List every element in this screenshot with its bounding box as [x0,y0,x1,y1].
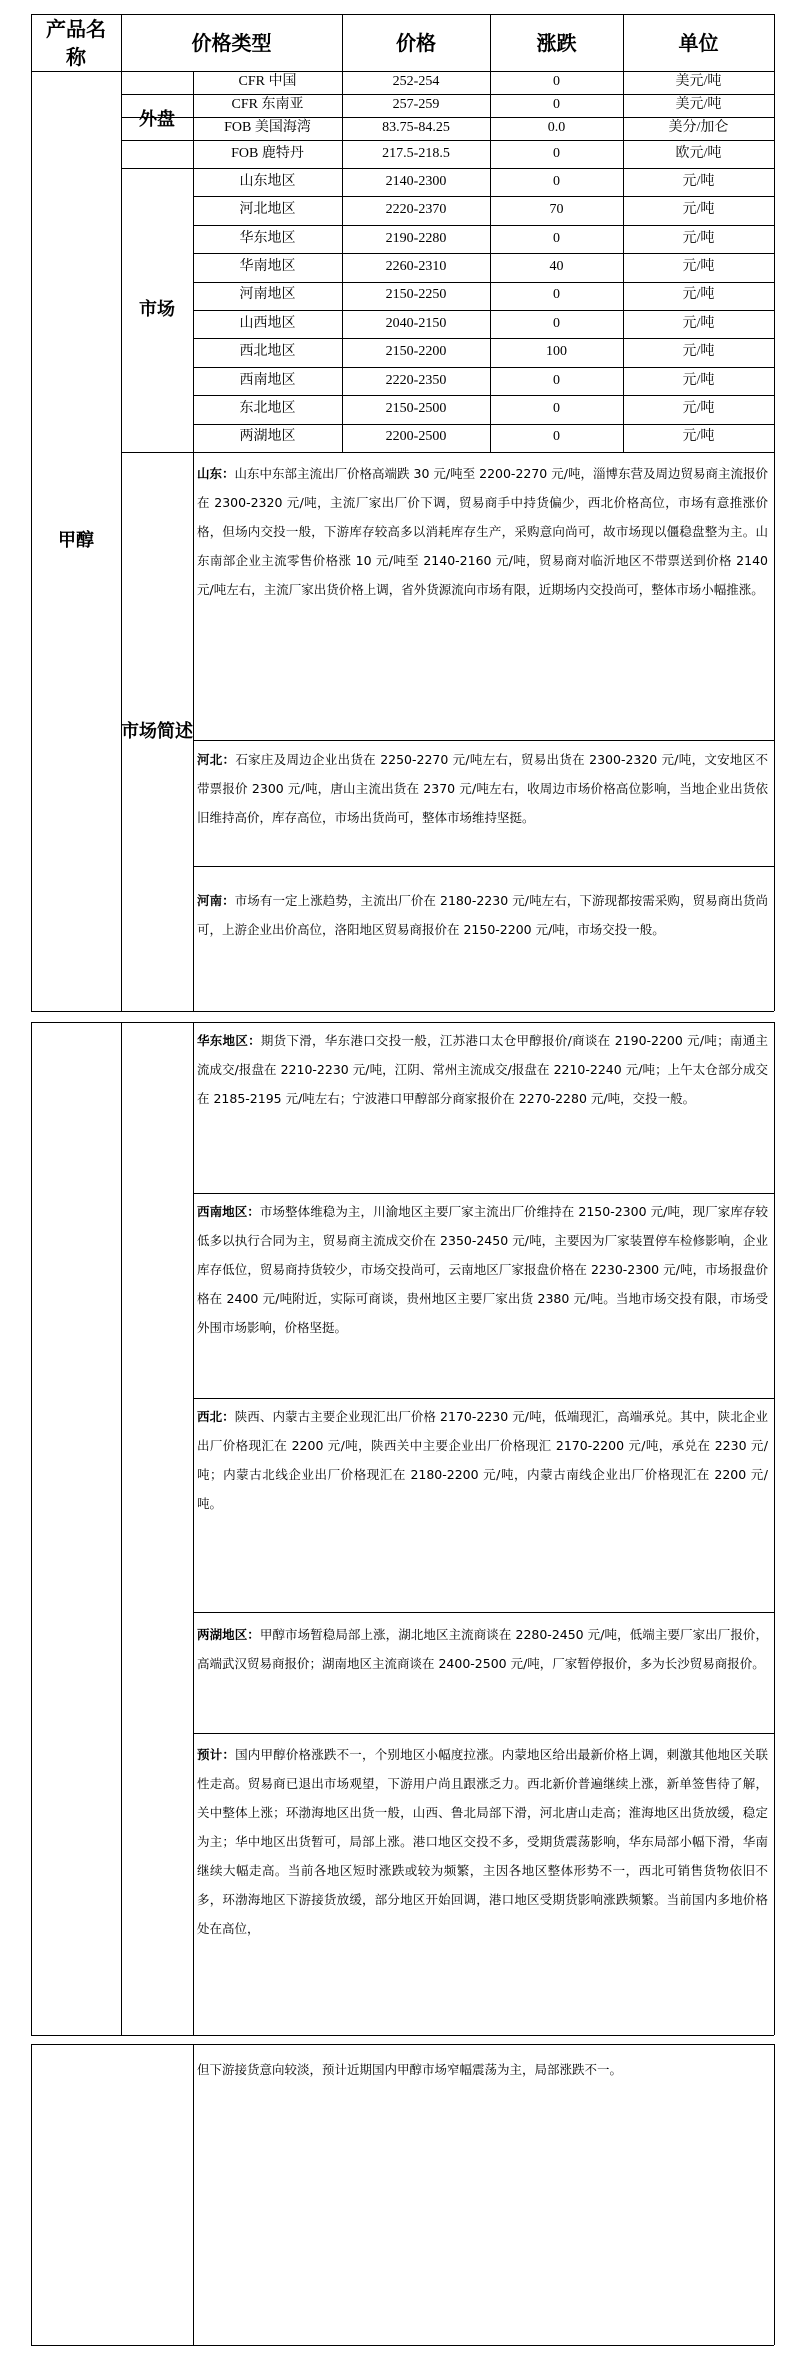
table-row-cell: 100 [546,344,567,360]
table-row-cell: 252-254 [392,74,440,90]
table-row-cell: 2150-2250 [385,287,447,303]
table-row-cell: 0 [553,429,560,445]
table-row-cell: 2220-2350 [385,372,447,388]
table-row-cell: 0 [553,287,560,303]
table-row-cell: 元/吨 [682,400,715,416]
table-row-cell: CFR 中国 [238,74,297,90]
table-row-cell: 40 [549,258,564,274]
table-row-cell: 217.5-218.5 [382,145,450,161]
header-change: 涨跌 [536,30,577,55]
table-row-cell: 2260-2310 [385,258,447,274]
group-brief: 市场简述 [121,720,193,742]
table-row-cell: 元/吨 [682,173,715,189]
table-row-cell: 美元/吨 [675,74,722,90]
table-row-cell: 欧元/吨 [675,145,722,161]
table-row-cell: 元/吨 [682,372,715,388]
table-row-cell: 0 [553,145,560,161]
table-row-cell: 山西地区 [239,315,296,331]
table-row-cell: 70 [549,202,564,218]
brief-forecast: 预计：国内甲醇价格涨跌不一，个别地区小幅度拉涨。内蒙地区给出最新价格上调，刺激其他地区关联性走高。贸易商已退出市场观望，下游用户尚且跟涨乏力。西北新价普遍继续上涨，新单签售待了解，关中整体上涨；环渤海地区出货一般，山西、鲁北局部下滑，河北唐山走高；淮海地区出货放缓，稳定为主；华中地区出货暂可，局部上涨。港口地区交投不多，受期货震荡影响，华东局部小幅下滑，华南继续大幅走高。当前各地区短时涨跌或较为频繁，主因各地区整体形势不一，西北可销售货物依旧不多，环渤海地区下游接货放缓，部分地区开始回调，港口地区受期货影响涨跌频繁。当前国内多地价格处在高位， [197,1747,768,1936]
brief-huadong: 华东地区：期货下滑，华东港口交投一般，江苏港口太仓甲醇报价/商谈在 2190-2200 元/吨；南通主流成交/报盘在 2210-2230 元/吨，江阴、常州主流成交/报盘在 2210-2240 元/吨；上午太仓部分成交在 2185-2195 元/吨左右；宁波港口甲醇部分商家报价在 2270-2280 元/吨，交投一般。 [197,1033,768,1106]
table-row-cell: 0.0 [547,120,566,136]
product-name: 甲醇 [58,530,94,552]
table-row-cell: FOB 鹿特丹 [231,145,304,161]
table-row-cell: 元/吨 [682,344,715,360]
table-row-cell: 2190-2280 [385,230,447,246]
table-row-cell: 美元/吨 [675,97,722,113]
table-row-cell: 华南地区 [239,258,296,274]
table-row-cell: 2220-2370 [385,202,447,218]
header-unit: 单位 [678,30,719,55]
table-row-cell: 两湖地区 [239,429,296,445]
table-row-cell: CFR 东南亚 [231,97,304,113]
table-row-cell: 2040-2150 [385,315,447,331]
brief-lianghu: 两湖地区：甲醇市场暂稳局部上涨，湖北地区主流商谈在 2280-2450 元/吨，低端主要厂家出厂报价，高端武汉贸易商报价；湖南地区主流商谈在 2400-2500 元/吨，厂家暂停报价，多为长沙贸易商报价。 [197,1627,768,1671]
table-row-cell: 西南地区 [239,372,296,388]
table-row-cell: 河北地区 [239,202,296,218]
table-row-cell: 元/吨 [682,429,715,445]
brief-henan: 河南：市场有一定上涨趋势，主流出厂价在 2180-2230 元/吨左右，下游现都按需采购，贸易商出货尚可，上游企业出价高位，洛阳地区贸易商报价在 2150-2200 元/吨，市场交投一般。 [197,893,768,937]
table-row-cell: 0 [553,372,560,388]
table-row-cell: 2140-2300 [385,173,447,189]
table-row-cell: 元/吨 [682,230,715,246]
brief-shandong: 山东：山东中东部主流出厂价格高端跌 30 元/吨至 2200-2270 元/吨，淄博东营及周边贸易商主流报价在 2300-2320 元/吨，主流厂家出厂价下调，贸易商手中持货偏少，西北价格高位，市场有意推涨价格，但场内交投一般，下游库存较高多以消耗库存生产，采购意向尚可，故市场现以僵稳盘整为主。山东南部企业主流零售价格涨 10 元/吨至 2140-2160 元/吨，贸易商对临沂地区不带票送到价格 2140 元/吨左右，主流厂家出货价格上调，省外货源流向市场有限，近期场内交投尚可，整体市场小幅推涨。 [197,466,768,597]
table-row-cell: 0 [553,400,560,416]
table-row-cell: 东北地区 [239,400,296,416]
header-product: 产品名称 [46,16,106,69]
table-row-cell: 0 [553,97,560,113]
table-row-cell: 0 [553,173,560,189]
table-row-cell: 0 [553,74,560,90]
table-row-cell: 元/吨 [682,315,715,331]
table-row-cell: 元/吨 [682,258,715,274]
table-row-cell: 2200-2500 [385,429,447,445]
table-row-cell: 元/吨 [682,287,715,303]
brief-xibei: 西北：陕西、内蒙古主要企业现汇出厂价格 2170-2230 元/吨，低端现汇，高端承兑。其中，陕北企业出厂价格现汇在 2200 元/吨，陕西关中主要企业出厂价格现汇 2170-2200 元/吨，承兑在 2230 元/吨；内蒙古北线企业出厂价格现汇在 2180-2200 元/吨，内蒙古南线企业出厂价格现汇在 2200 元/吨。 [197,1409,768,1511]
table-row-cell: 2150-2500 [385,400,447,416]
table-row-cell: 元/吨 [682,202,715,218]
table-row-cell: 0 [553,315,560,331]
table-row-cell: 河南地区 [239,287,296,303]
table-row-cell: 2150-2200 [385,344,447,360]
brief-forecast-continued: 但下游接货意向较淡，预计近期国内甲醇市场窄幅震荡为主，局部涨跌不一。 [197,2062,623,2077]
table-row-cell: 257-259 [392,97,440,113]
brief-hebei: 河北：石家庄及周边企业出货在 2250-2270 元/吨左右，贸易出货在 2300-2320 元/吨，文安地区不带票报价 2300 元/吨，唐山主流出货在 2370 元/吨左右，收周边市场价格高位影响，当地企业出货依旧维持高价，库存高位，市场出货尚可，整体市场维持坚挺。 [197,752,768,825]
group-outer: 外盘 [139,108,175,130]
table-row-cell: 华东地区 [239,230,296,246]
group-market: 市场 [139,299,175,321]
table-row-cell: FOB 美国海湾 [224,120,311,136]
table-row-cell: 山东地区 [239,173,296,189]
brief-xinan: 西南地区：市场整体维稳为主，川渝地区主要厂家主流出厂价维持在 2150-2300 元/吨，现厂家库存较低多以执行合同为主，贸易商主流成交价在 2350-2450 元/吨，主要因为厂家装置停车检修影响，企业库存低位，贸易商持货较少，市场交投尚可，云南地区厂家报盘价格在 2230-2300 元/吨，市场报盘价格在 2400 元/吨附近，实际可商谈，贵州地区主要厂家出货 2380 元/吨。当地市场交投有限，市场受外围市场影响，价格坚挺。 [197,1204,768,1335]
table-row-cell: 0 [553,230,560,246]
header-price: 价格 [396,30,436,55]
table-row-cell: 83.75-84.25 [382,120,450,136]
table-row-cell: 西北地区 [239,344,296,360]
header-type: 价格类型 [191,30,272,55]
table-row-cell: 美分/加仑 [668,120,729,136]
